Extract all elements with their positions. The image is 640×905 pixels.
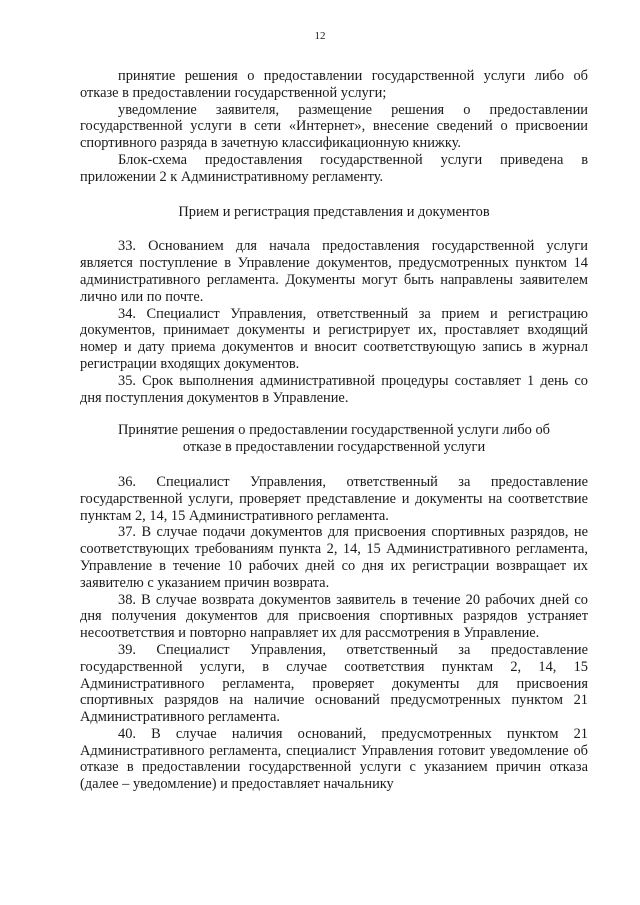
paragraph-33: 33. Основанием для начала предоставления государственной услуги является поступление в Управление документов, предусмотренных пунктом 14 административного регламента. Документы могут быть направлены заявителем лично или по почте. [80,238,588,305]
paragraph-40: 40. В случае наличия оснований, предусмотренных пунктом 21 Административного регламента, специалист Управления готовит уведомление об отказе в предоставлении государственной услуги с указанием причин отказа (далее – уведомление) и предоставляет начальнику [80,725,588,793]
intro-paragraph-3: Блок-схема предоставления государственной услуги приведена в приложении 2 к Административному регламенту. [80,151,588,185]
intro-paragraph-2: уведомление заявителя, размещение решения о предоставлении государственной услуги в сети «Интернет», внесение сведений о присвоении спортивного разряда в зачетную классификационную книжку. [80,101,588,152]
section-heading-decision: Принятие решения о предоставлении государственной услуги либо об отказе в предоставлении государственной услуги [118,422,550,456]
page-number: 12 [314,30,326,42]
paragraph-35: 35. Срок выполнения административной процедуры составляет 1 день со дня поступления документов в Управление. [80,372,588,406]
paragraph-34: 34. Специалист Управления, ответственный за прием и регистрацию документов, принимает документы и регистрирует их, проставляет входящий номер и дату приема документов и вносит соответствующую запись в журнал регистрации входящих документов. [80,305,588,372]
document-body [80,68,588,793]
paragraph-39: 39. Специалист Управления, ответственный за предоставление государственной услуги, в случае соответствия пунктам 2, 14, 15 Административного регламента, проверяет документы для присвоения спортивных разрядов на наличие оснований предусмотренных пунктом 21 Административного регламента. [80,641,588,726]
paragraph-36: 36. Специалист Управления, ответственный за предоставление государственной услуги, проверяет представление и документы на соответствие пунктам 2, 14, 15 Административного регламента. [80,473,588,524]
paragraph-38: 38. В случае возврата документов заявитель в течение 20 рабочих дней со дня получения документов для присвоения спортивных разрядов устраняет несоответствия и повторно направляет их для рассмотрения в Управление. [80,591,588,642]
section-heading-reception: Прием и регистрация представления и документов [178,203,490,220]
paragraph-37: 37. В случае подачи документов для присвоения спортивных разрядов, не соответствующих требованиям пункта 2, 14, 15 Административного регламента, Управление в течение 10 рабочих дней со дня их регистрации возвращает их заявителю с указанием причин возврата. [80,524,588,591]
intro-paragraph-1: принятие решения о предоставлении государственной услуги либо об отказе в предоставлении государственной услуги; [80,68,588,101]
